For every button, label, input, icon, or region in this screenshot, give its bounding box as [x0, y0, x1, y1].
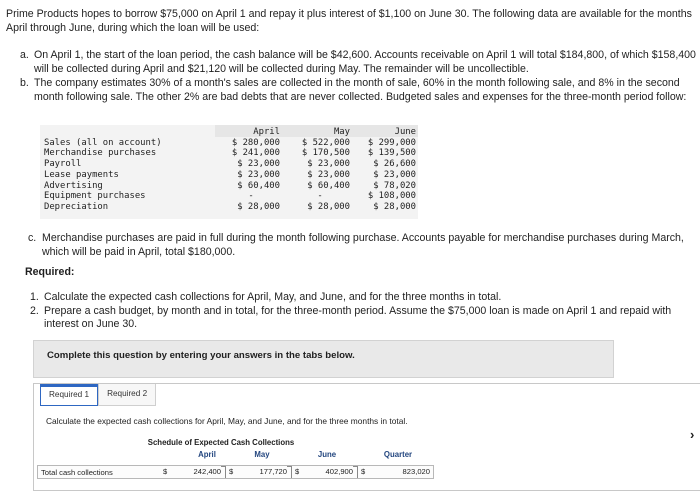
cell-june: $ 23,000 — [373, 169, 416, 180]
cell-june: $ 78,020 — [373, 180, 416, 191]
quarter-total-value: 823,020 — [402, 467, 430, 476]
item-a — [20, 49, 696, 76]
table-row — [44, 148, 416, 159]
april-total-value: 242,400 — [193, 467, 221, 476]
item-b — [20, 77, 696, 104]
may-total-value: 177,720 — [259, 467, 287, 476]
cell-may: $ 23,000 — [307, 159, 350, 170]
required-heading: Required: — [25, 266, 75, 278]
requirement-item — [30, 305, 696, 332]
april-total-input[interactable] — [160, 466, 226, 478]
cell-may: $ 23,000 — [307, 169, 350, 180]
requirement-item — [30, 291, 696, 305]
cell-april: $ 241,000 — [231, 148, 280, 159]
column-header-april: April — [198, 450, 216, 459]
requirement-text: Prepare a cash budget, by month and in total, for the three-month period. Assume the $75,000 loan is made on April 1 and repaid with interest on June 30. — [44, 304, 672, 331]
requirements-list — [30, 291, 696, 332]
header-may: May — [333, 127, 350, 137]
column-header-may: May — [254, 450, 270, 459]
currency-symbol: $ — [295, 467, 300, 476]
tab-bar — [40, 384, 156, 406]
item-marker: a. — [20, 49, 29, 61]
panel-instruction: Calculate the expected cash collections for April, May, and June, and for the three months in total. — [46, 416, 408, 426]
total-cash-collections-row — [37, 465, 434, 479]
cell-may: - — [317, 191, 323, 202]
table-row — [44, 159, 416, 170]
answer-panel — [33, 383, 700, 491]
cell-april: $ 28,000 — [237, 201, 280, 212]
data-items — [20, 49, 696, 105]
table-row — [44, 170, 416, 181]
budget-table — [44, 127, 416, 213]
budget-table-header — [44, 127, 416, 138]
row-label: Total cash collections — [41, 468, 113, 477]
header-june: June — [394, 127, 416, 137]
quarter-total-cell — [358, 466, 434, 478]
item-marker: b. — [20, 77, 29, 90]
instruction-banner — [33, 340, 614, 378]
currency-symbol: $ — [163, 467, 168, 476]
table-row — [44, 138, 416, 149]
header-blank — [44, 127, 212, 138]
cell-april: $ 23,000 — [237, 159, 280, 170]
column-header-quarter: Quarter — [383, 450, 413, 459]
banner-text: Complete this question by entering your answers in the tabs below. — [47, 350, 355, 361]
chevron-right-icon[interactable]: › — [690, 427, 695, 442]
item-text: On April 1, the start of the loan period, the cash balance will be $42,600. Accounts receivable on April 1 will total $184,800, of which $158,400 will be collected during April and $21,120 will be collected during May. The remainder will be uncollectible. — [34, 49, 696, 75]
cell-may: $ 60,400 — [307, 180, 350, 191]
row-label: Depreciation — [44, 201, 109, 212]
cell-june: $ 28,000 — [373, 201, 416, 212]
row-label: Advertising — [44, 180, 103, 191]
table-row — [44, 202, 416, 213]
row-label: Payroll — [44, 159, 82, 170]
cell-june: $ 26,600 — [373, 159, 416, 170]
tab-required-1[interactable]: Required 1 — [40, 384, 98, 406]
currency-symbol: $ — [229, 467, 234, 476]
table-row — [44, 181, 416, 192]
row-label: Sales (all on account) — [44, 137, 162, 148]
header-april: April — [253, 127, 280, 137]
item-marker: c. — [28, 232, 37, 244]
column-header-june: June — [317, 450, 337, 459]
row-label: Merchandise purchases — [44, 148, 157, 159]
cell-june: $ 299,000 — [367, 137, 416, 148]
may-total-input[interactable] — [226, 466, 292, 478]
june-total-value: 402,900 — [325, 467, 353, 476]
item-text: The company estimates 30% of a month's sales are collected in the month of sale, 60% in the month following sale, and 8% in the second month following sale. The other 2% are bad debts that are never collected. Budgeted sales and expenses for the three-month period follow: — [34, 77, 687, 103]
item-c — [28, 232, 696, 259]
row-label: Lease payments — [44, 169, 119, 180]
cell-may: $ 522,000 — [301, 137, 350, 148]
item-text: Merchandise purchases are paid in full during the month following purchase. Accounts payable for merchandise purchases during March, which will be paid in April, total $180,000. — [42, 232, 684, 258]
cell-april: $ 60,400 — [237, 180, 280, 191]
cell-may: $ 28,000 — [307, 201, 350, 212]
intro-paragraph: Prime Products hopes to borrow $75,000 on April 1 and repay it plus interest of $1,100 on June 30. The following data are available for the months April through June, during which the loan will be used: — [6, 8, 692, 34]
june-total-input[interactable] — [292, 466, 358, 478]
cell-april: $ 280,000 — [231, 137, 280, 148]
table-row — [44, 191, 416, 202]
cell-june: $ 139,500 — [367, 148, 416, 159]
row-label: Equipment purchases — [44, 191, 146, 202]
cell-june: $ 108,000 — [367, 191, 416, 202]
requirement-marker: 1. — [30, 291, 39, 303]
requirement-marker: 2. — [30, 304, 39, 317]
currency-symbol: $ — [361, 467, 366, 476]
cell-april: - — [248, 191, 254, 202]
cell-may: $ 170,500 — [301, 148, 350, 159]
schedule-title: Schedule of Expected Cash Collections — [147, 438, 295, 447]
requirement-text: Calculate the expected cash collections for April, May, and June, and for the three months in total. — [44, 291, 502, 303]
tab-required-2[interactable]: Required 2 — [98, 384, 156, 406]
cell-april: $ 23,000 — [237, 169, 280, 180]
